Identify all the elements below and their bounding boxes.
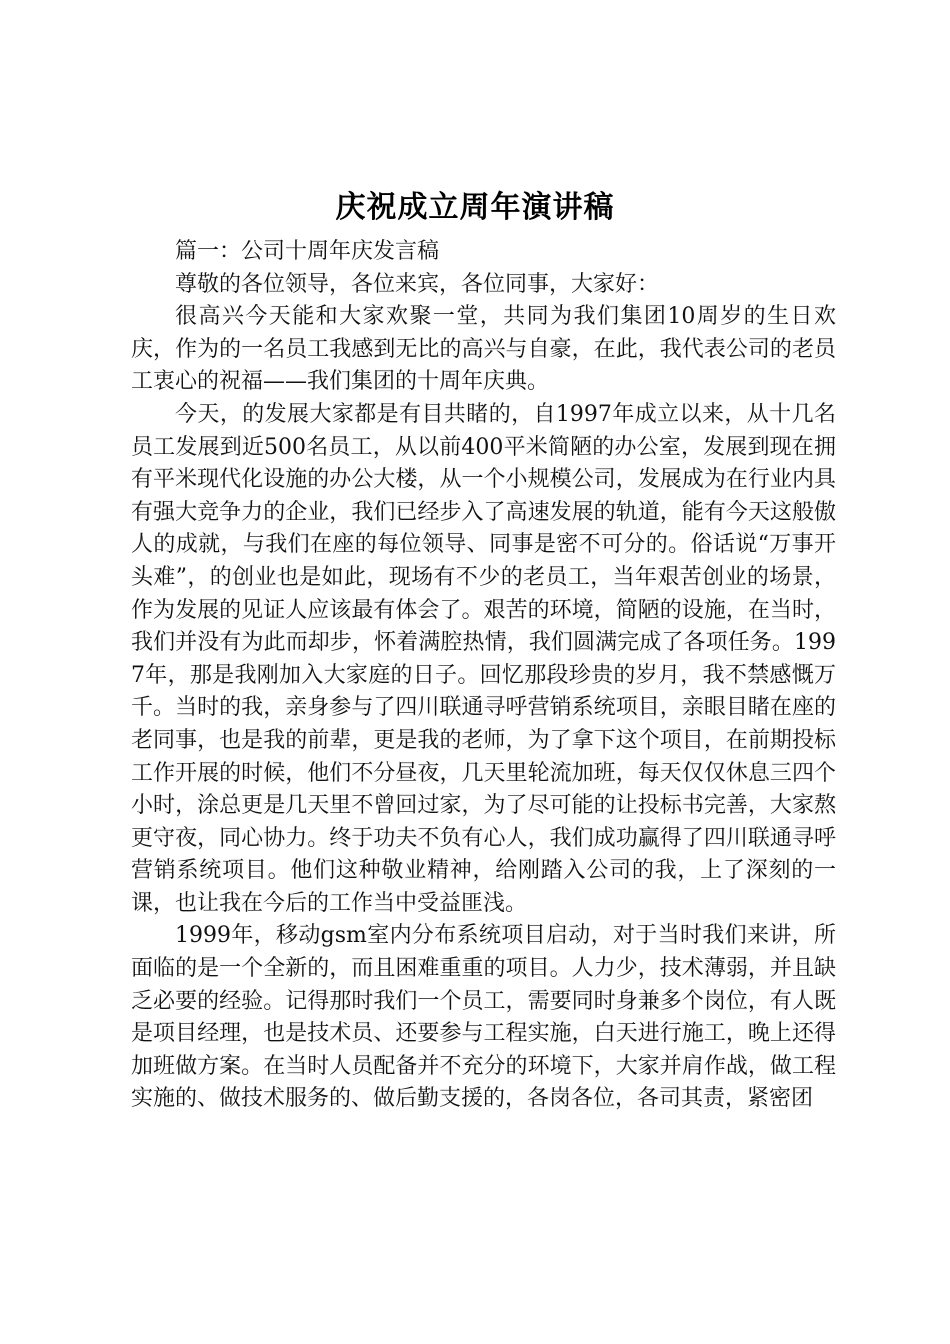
- paragraph: 今天，的发展大家都是有目共睹的，自1997年成立以来，从十几名员工发展到近500名员工，从以前400平米简陋的办公室，发展到现在拥有平米现代化设施的办公大楼，从一个小规模公司，发展成为在行业内具有强大竞争力的企业，我们已经步入了高速发展的轨道，能有今天这般傲人的成就，与我们在座的每位领导、同事是密不可分的。俗话说“万事开头难”，的创业也是如此，现场有不少的老员工，当年艰苦创业的场景，作为发展的见证人应该最有体会了。艰苦的环境，简陋的设施，在当时，我们并没有为此而却步，怀着满腔热情，我们圆满完成了各项任务。1997年，那是我刚加入大家庭的日子。回忆那段珍贵的岁月，我不禁感慨万千。当时的我，亲身参与了四川联通寻呼营销系统项目，亲眼目睹在座的老同事，也是我的前辈，更是我的老师，为了拿下这个项目，在前期投标工作开展的时候，他们不分昼夜，几天里轮流加班，每天仅仅休息三四个小时，涂总更是几天里不曾回过家，为了尽可能的让投标书完善，大家熬更守夜，同心协力。终于功夫不负有心人，我们成功赢得了四川联通寻呼营销系统项目。他们这种敬业精神，给刚踏入公司的我，上了深刻的一课，也让我在今后的工作当中受益匪浅。: [131, 401, 836, 916]
- section-heading: 篇一：公司十周年庆发言稿: [175, 239, 440, 264]
- document-title: 庆祝成立周年演讲稿: [335, 190, 615, 225]
- salutation: 尊敬的各位领导，各位来宾，各位同事，大家好：: [175, 271, 660, 297]
- paragraph: 1999年，移动gsm室内分布系统项目启动，对于当时我们来讲，所面临的是一个全新的，而且困难重重的项目。人力少，技术薄弱，并且缺乏必要的经验。记得那时我们一个员工，需要同时身兼多个岗位，有人既是项目经理，也是技术员、还要参与工程实施，白天进行施工，晚上还得加班做方案。在当时人员配备并不充分的环境下，大家并肩作战，做工程实施的、做技术服务的、做后勤支援的，各岗各位，各司其责，紧密团: [131, 923, 836, 1112]
- document-body: [131, 236, 836, 1116]
- paragraph: 很高兴今天能和大家欢聚一堂，共同为我们集团10周岁的生日欢庆，作为的一名员工我感到无比的高兴与自豪，在此，我代表公司的老员工衷心的祝福——我们集团的十周年庆典。: [131, 304, 836, 395]
